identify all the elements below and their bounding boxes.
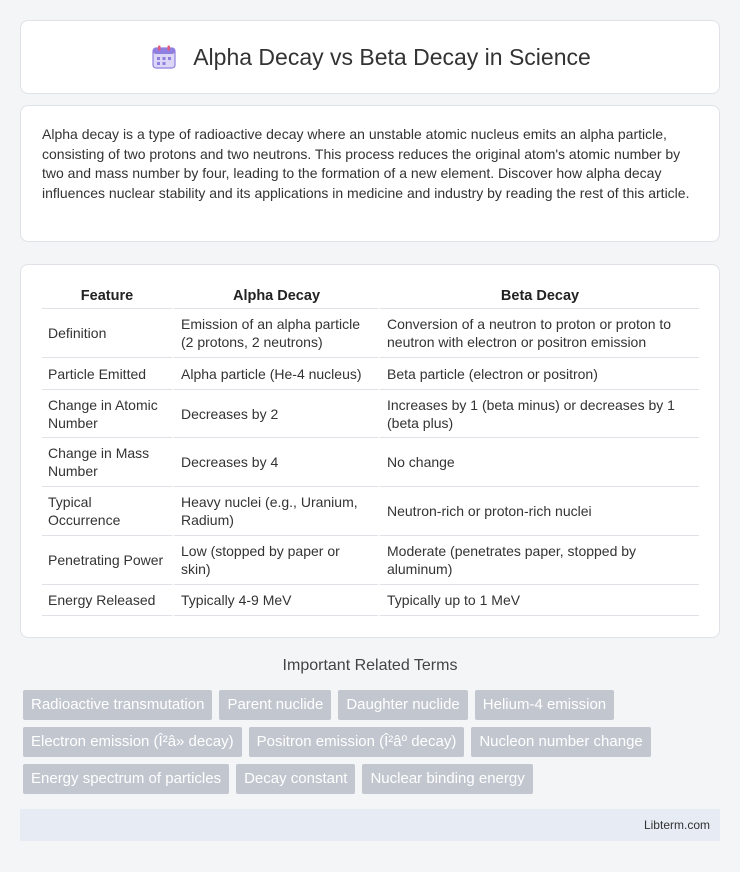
header-card xyxy=(20,20,720,94)
related-term-tag[interactable]: Nucleon number change xyxy=(471,727,650,757)
table-header-row xyxy=(42,286,699,309)
alpha-cell: Low (stopped by paper or skin) xyxy=(172,536,378,585)
alpha-cell: Alpha particle (He-4 nucleus) xyxy=(172,358,378,390)
intro-card xyxy=(20,105,720,242)
table-row xyxy=(42,309,699,358)
alpha-cell: Typically 4-9 MeV xyxy=(172,585,378,616)
alpha-cell: Emission of an alpha particle (2 protons, 2 neutrons) xyxy=(172,309,378,358)
footer-site-link[interactable]: Libterm.com xyxy=(643,818,710,832)
comparison-table xyxy=(42,286,699,616)
page-title: Alpha Decay vs Beta Decay in Science xyxy=(193,43,591,70)
calendar-icon xyxy=(149,42,179,72)
beta-cell: Moderate (penetrates paper, stopped by aluminum) xyxy=(378,536,699,585)
feature-cell: Definition xyxy=(42,309,172,358)
related-term-tag[interactable]: Radioactive transmutation xyxy=(23,690,212,720)
beta-cell: No change xyxy=(378,438,699,487)
alpha-cell: Heavy nuclei (e.g., Uranium, Radium) xyxy=(172,487,378,536)
related-term-tag[interactable]: Decay constant xyxy=(236,764,355,794)
feature-cell: Energy Released xyxy=(42,585,172,616)
related-term-tag[interactable]: Electron emission (Î²â» decay) xyxy=(23,727,242,757)
related-term-tag[interactable]: Parent nuclide xyxy=(219,690,331,720)
table-row xyxy=(42,585,699,616)
related-term-tag[interactable]: Nuclear binding energy xyxy=(362,764,532,794)
alpha-cell: Decreases by 4 xyxy=(172,438,378,487)
beta-cell: Neutron-rich or proton-rich nuclei xyxy=(378,487,699,536)
title-wrap xyxy=(149,42,591,72)
table-row xyxy=(42,487,699,536)
beta-cell: Typically up to 1 MeV xyxy=(378,585,699,616)
header-alpha: Alpha Decay xyxy=(172,286,378,309)
alpha-cell: Decreases by 2 xyxy=(172,390,378,438)
table-row xyxy=(42,438,699,487)
intro-paragraph: Alpha decay is a type of radioactive decay where an unstable atomic nucleus emits an alpha particle, consisting of two protons and two neutrons. This process reduces the original atom's atomic number by two and mass number by four, leading to the formation of a new element. Discover how alpha decay influences nuclear stability and its applications in medicine and industry by reading the rest of this article. xyxy=(42,126,690,201)
footer xyxy=(20,809,720,841)
feature-cell: Penetrating Power xyxy=(42,536,172,585)
related-term-tag[interactable]: Helium-4 emission xyxy=(475,690,614,720)
feature-cell: Particle Emitted xyxy=(42,358,172,390)
related-term-tag[interactable]: Daughter nuclide xyxy=(338,690,467,720)
table-row xyxy=(42,358,699,390)
related-term-tag[interactable]: Energy spectrum of particles xyxy=(23,764,229,794)
header-beta: Beta Decay xyxy=(378,286,699,309)
header-feature: Feature xyxy=(42,286,172,309)
related-term-tag[interactable]: Positron emission (Î²âº decay) xyxy=(249,727,465,757)
feature-cell: Typical Occurrence xyxy=(42,487,172,536)
comparison-table-card xyxy=(20,264,720,638)
feature-cell: Change in Atomic Number xyxy=(42,390,172,438)
beta-cell: Increases by 1 (beta minus) or decreases by 1 (beta plus) xyxy=(378,390,699,438)
related-terms-list xyxy=(23,690,723,794)
feature-cell: Change in Mass Number xyxy=(42,438,172,487)
table-row xyxy=(42,390,699,438)
table-row xyxy=(42,536,699,585)
beta-cell: Conversion of a neutron to proton or proton to neutron with electron or positron emission xyxy=(378,309,699,358)
related-terms-heading: Important Related Terms xyxy=(282,657,458,674)
beta-cell: Beta particle (electron or positron) xyxy=(378,358,699,390)
